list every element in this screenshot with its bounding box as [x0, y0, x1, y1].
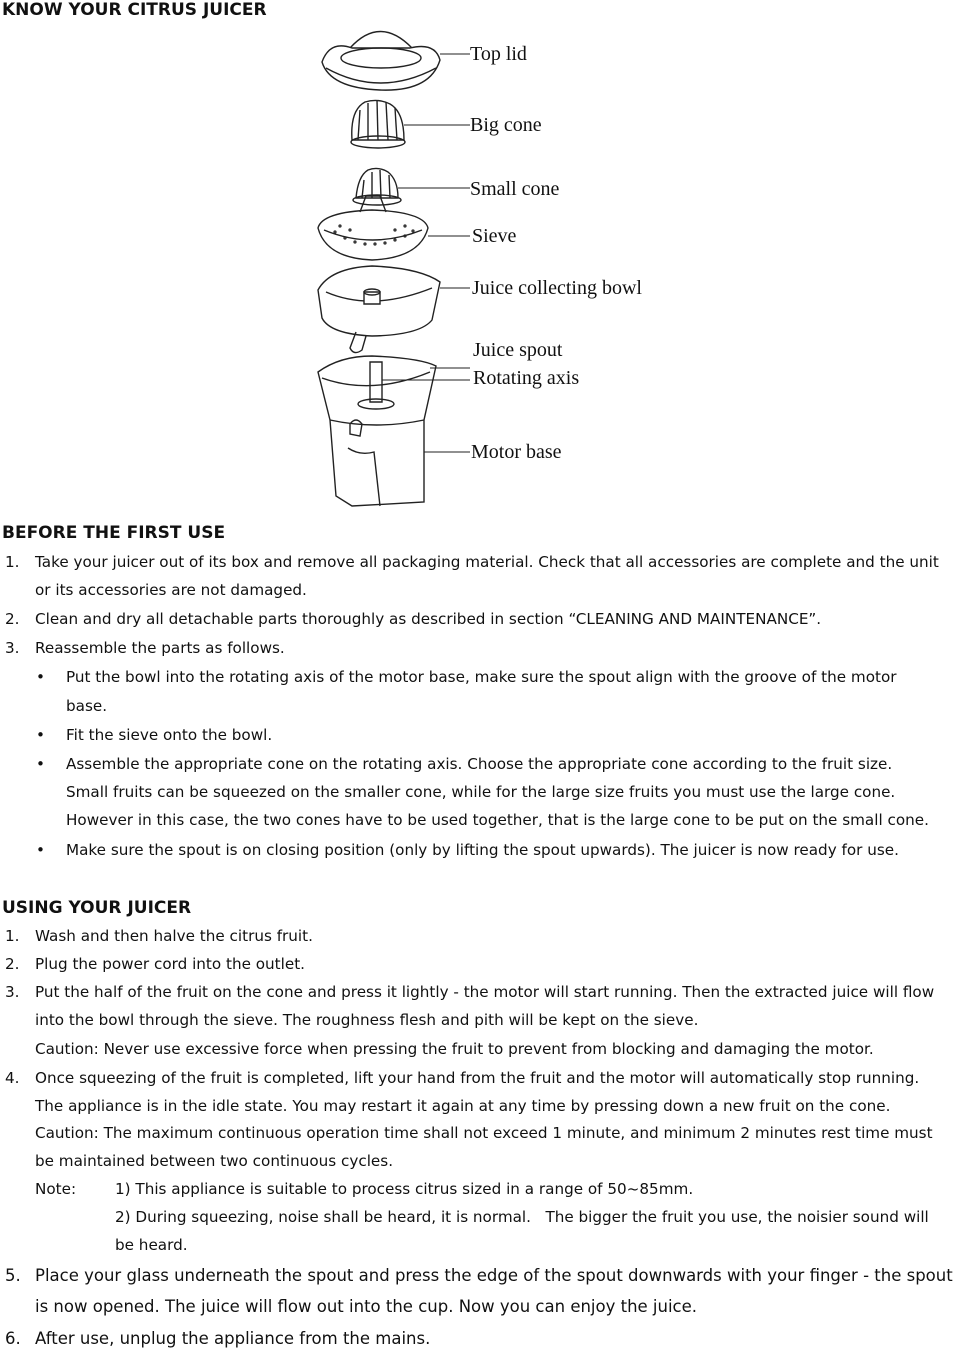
bullet-line: Make sure the spout is on closing position (only by lifting the spout upwards). The juicer is now ready for use. [66, 841, 899, 859]
item-line: Put the half of the fruit on the cone and press it lightly - the motor will start running. Then the extracted juice will flow [35, 983, 935, 1001]
item-line: Place your glass underneath the spout and press the edge of the spout downwards with your finger - the spout [35, 1266, 953, 1285]
label-top-lid: Top lid [470, 43, 527, 65]
note-label: Note: [35, 1180, 77, 1198]
bullet-icon: • [36, 755, 45, 773]
page-title: KNOW YOUR CITRUS JUICER [2, 0, 267, 20]
section-heading-using: USING YOUR JUICER [2, 898, 192, 918]
label-rotating-axis: Rotating axis [473, 367, 580, 389]
item-number: 2. [5, 610, 20, 628]
item-number: 5. [5, 1266, 21, 1285]
bullet-line: Assemble the appropriate cone on the rotating axis. Choose the appropriate cone according to the fruit size. [66, 755, 893, 773]
item-line: is now opened. The juice will flow out into the cup. Now you can enjoy the juice. [35, 1297, 698, 1316]
note-line: be heard. [115, 1236, 188, 1254]
item-line: Wash and then halve the citrus fruit. [35, 927, 313, 945]
bullet-line: Small fruits can be squeezed on the smaller cone, while for the large size fruits you must use the large cone. [66, 783, 896, 801]
item-number: 6. [5, 1329, 21, 1348]
note-line: 2) During squeezing, noise shall be heard, it is normal. The bigger the fruit you use, the noisier sound will [115, 1208, 929, 1226]
item-line: Once squeezing of the fruit is completed, lift your hand from the fruit and the motor will automatically stop running. [35, 1069, 920, 1087]
item-line: Take your juicer out of its box and remove all packaging material. Check that all accessories are complete and the unit [35, 553, 939, 571]
item-line: The appliance is in the idle state. You may restart it again at any time by pressing down a new fruit on the cone. [35, 1097, 891, 1115]
small-cone-drawing [353, 168, 401, 205]
bullet-icon: • [36, 726, 45, 744]
item-line: Caution: Never use excessive force when pressing the fruit to prevent from blocking and damaging the motor. [35, 1040, 874, 1058]
item-line: After use, unplug the appliance from the mains. [35, 1329, 431, 1348]
label-big-cone: Big cone [470, 114, 542, 136]
item-number: 1. [5, 927, 20, 945]
item-number: 1. [5, 553, 20, 571]
bullet-icon: • [36, 841, 45, 859]
label-juice-spout: Juice spout [473, 339, 563, 361]
section-heading-before: BEFORE THE FIRST USE [2, 523, 226, 543]
item-number: 3. [5, 983, 20, 1001]
top-lid-drawing [322, 32, 440, 91]
item-number: 2. [5, 955, 20, 973]
item-line: Plug the power cord into the outlet. [35, 955, 305, 973]
label-juice-bowl: Juice collecting bowl [472, 277, 642, 299]
item-number: 3. [5, 639, 20, 657]
item-line: or its accessories are not damaged. [35, 581, 307, 599]
item-line: into the bowl through the sieve. The roughness flesh and pith will be kept on the sieve. [35, 1011, 699, 1029]
item-line: Caution: The maximum continuous operation time shall not exceed 1 minute, and minimum 2 minutes rest time must [35, 1124, 933, 1142]
bullet-line: However in this case, the two cones have to be used together, that is the large cone to be put on the small cone. [66, 811, 929, 829]
label-sieve: Sieve [472, 225, 517, 247]
motor-base-drawing [318, 356, 436, 506]
bullet-line: Fit the sieve onto the bowl. [66, 726, 273, 744]
label-motor-base: Motor base [471, 441, 562, 463]
item-line: Clean and dry all detachable parts thoroughly as described in section “CLEANING AND MAINTENANCE”. [35, 610, 822, 628]
big-cone-drawing [351, 100, 405, 148]
item-number: 4. [5, 1069, 20, 1087]
item-line: be maintained between two continuous cycles. [35, 1152, 394, 1170]
juice-bowl-drawing [318, 266, 440, 353]
label-small-cone: Small cone [470, 178, 560, 200]
bullet-line: base. [66, 697, 108, 715]
bullet-icon: • [36, 668, 45, 686]
bullet-line: Put the bowl into the rotating axis of the motor base, make sure the spout align with the groove of the motor [66, 668, 897, 686]
juicer-exploded-diagram [300, 20, 770, 510]
item-line: Reassemble the parts as follows. [35, 639, 285, 657]
note-line: 1) This appliance is suitable to process citrus sized in a range of 50~85mm. [115, 1180, 694, 1198]
